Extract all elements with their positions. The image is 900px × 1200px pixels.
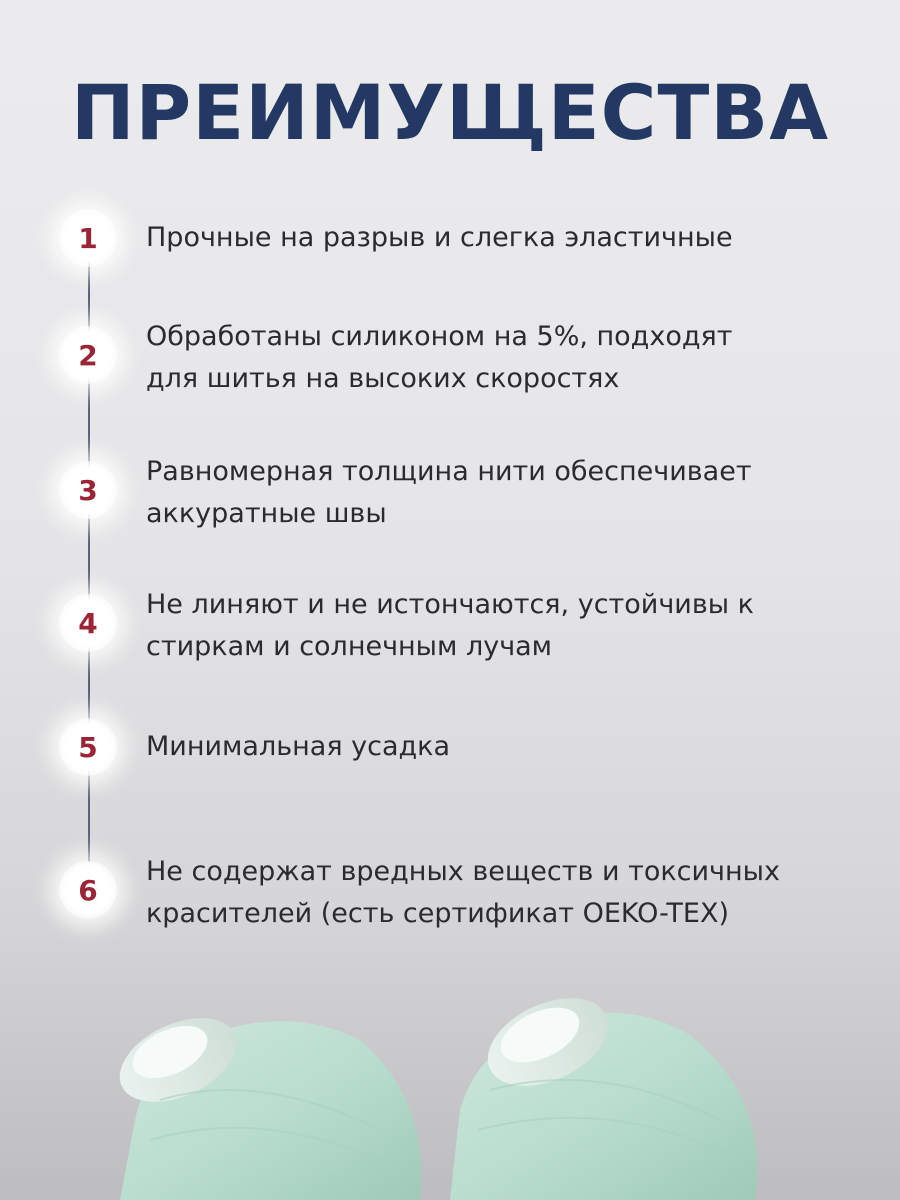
number-badge-5: 5 xyxy=(59,718,117,776)
thread-spools-icon xyxy=(0,980,900,1200)
advantage-text-4: Не линяют и не истончаются, устойчивы к стиркам и солнечным лучам xyxy=(146,589,754,662)
number-badge-4: 4 xyxy=(59,594,117,652)
page-title: ПРЕИМУЩЕСТВА xyxy=(70,68,830,157)
advantage-text-3: Равномерная толщина нити обеспечивает аккуратные швы xyxy=(146,456,752,529)
advantage-text-1: Прочные на разрыв и слегка эластичные xyxy=(146,222,733,253)
advantage-text-6: Не содержат вредных веществ и токсичных красителей (есть сертификат OEKO-TEX) xyxy=(146,856,780,929)
advantage-text-5: Минимальная усадка xyxy=(146,731,451,762)
number-badge-1: 1 xyxy=(59,209,117,267)
spool-right xyxy=(450,981,757,1200)
advantage-text-2: Обработаны силиконом на 5%, подходят для шитья на высоких скоростях xyxy=(146,321,733,394)
number-badge-2: 2 xyxy=(59,326,117,384)
number-badge-6: 6 xyxy=(59,861,117,919)
spool-left xyxy=(107,1001,422,1200)
number-badge-3: 3 xyxy=(59,461,117,519)
